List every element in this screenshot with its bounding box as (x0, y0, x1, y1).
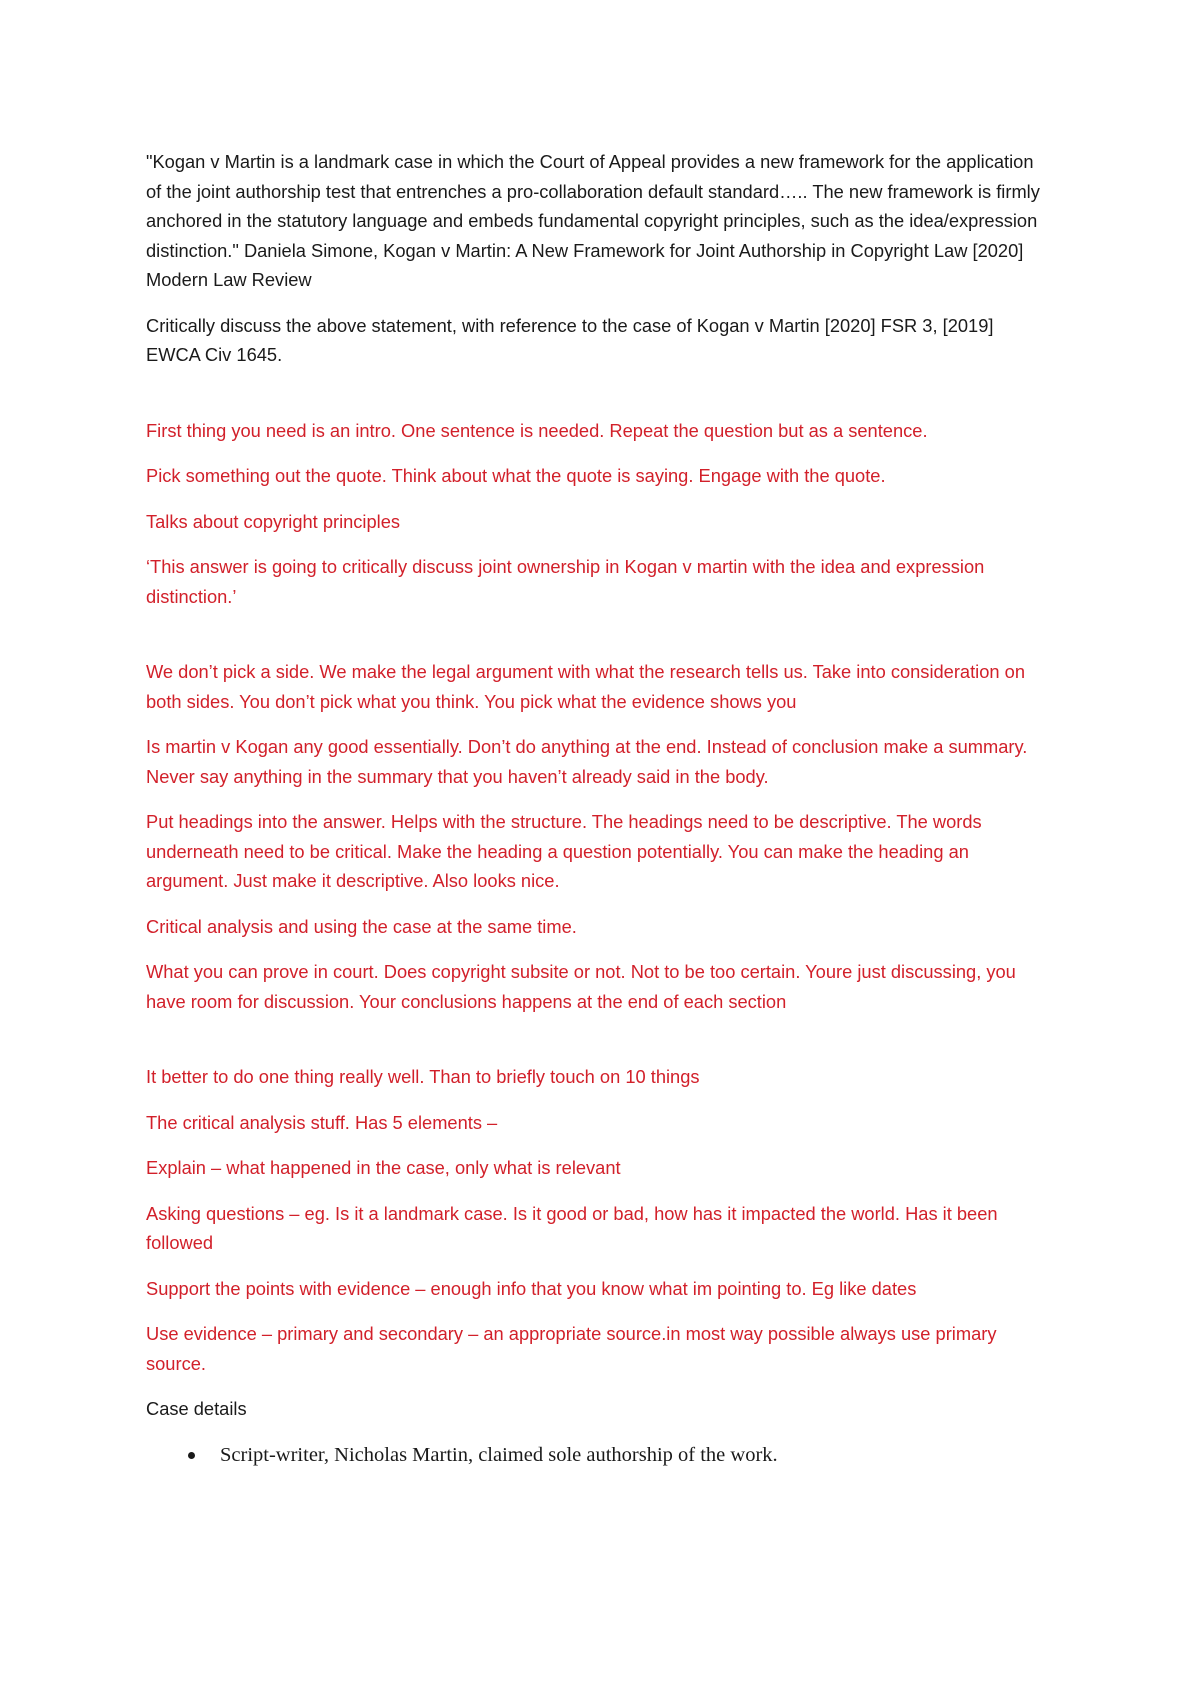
note-intro: First thing you need is an intro. One sentence is needed. Repeat the question but as a sentence. (146, 419, 928, 441)
note-support-points: Support the points with evidence – enough info that you know what im pointing to. Eg like dates (146, 1277, 917, 1299)
case-details-list (146, 1440, 1046, 1470)
document-content (146, 147, 1046, 1470)
note-quote: Pick something out the quote. Think about what the quote is saying. Engage with the quote. (146, 465, 886, 486)
quote-paragraph: "Kogan v Martin is a landmark case in which the Court of Appeal provides a new framework for the application of the joint authorship test that entrenches a pro-collaboration default standard….. The new framework is firmly anchored in the statutory language and embeds fundamental copyright principles, such as the idea/expression distinction." Daniela Simone, Kogan v Martin: A New Framework for Joint Authorship in Copyright Law [2020] Modern Law Review (146, 151, 1040, 290)
question-paragraph: Critically discuss the above statement, with reference to the case of Kogan v Martin [2020] FSR 3, [2019] EWCA Civ 1645. (146, 314, 994, 365)
note-summary: Is martin v Kogan any good essentially. Don’t do anything at the end. Instead of conclusion make a summary. Never say anything in the summary that you haven’t already said in the body. (146, 736, 1028, 787)
note-one-thing: It better to do one thing really well. Than to briefly touch on 10 things (146, 1066, 700, 1087)
list-item-text: Script-writer, Nicholas Martin, claimed sole authorship of the work. (220, 1443, 778, 1466)
note-critical-analysis: Critical analysis and using the case at the same time. (146, 915, 577, 937)
note-headings: Put headings into the answer. Helps with the structure. The headings need to be descriptive. The words underneath need to be critical. Make the heading a question potentially. You can make the heading an argument. Just make it descriptive. Also looks nice. (146, 811, 982, 891)
note-asking-questions: Asking questions – eg. Is it a landmark case. Is it good or bad, how has it impacted the world. Has it been followed (146, 1202, 998, 1253)
blank-line (146, 1032, 1046, 1062)
note-no-side: We don’t pick a side. We make the legal argument with what the research tells us. Take into consideration on both sides. You don’t pick what you think. You pick what the evidence shows you (146, 661, 1025, 712)
note-principles: Talks about copyright principles (146, 510, 401, 532)
bullet-icon (188, 1452, 195, 1459)
note-sample-sentence: ‘This answer is going to critically discuss joint ownership in Kogan v martin with the idea and expression distinction.’ (146, 556, 985, 607)
note-five-elements: The critical analysis stuff. Has 5 elements – (146, 1111, 498, 1133)
note-explain: Explain – what happened in the case, only what is relevant (146, 1157, 621, 1178)
blank-line (146, 627, 1046, 657)
note-use-evidence: Use evidence – primary and secondary – an appropriate source.in most way possible always use primary source. (146, 1323, 997, 1374)
case-details-heading: Case details (146, 1398, 247, 1419)
blank-line (146, 386, 1046, 416)
list-item (146, 1440, 1046, 1470)
note-prove-in-court: What you can prove in court. Does copyright subsite or not. Not to be too certain. Youre just discussing, you have room for discussion. Your conclusions happens at the end of each section (146, 961, 1016, 1012)
